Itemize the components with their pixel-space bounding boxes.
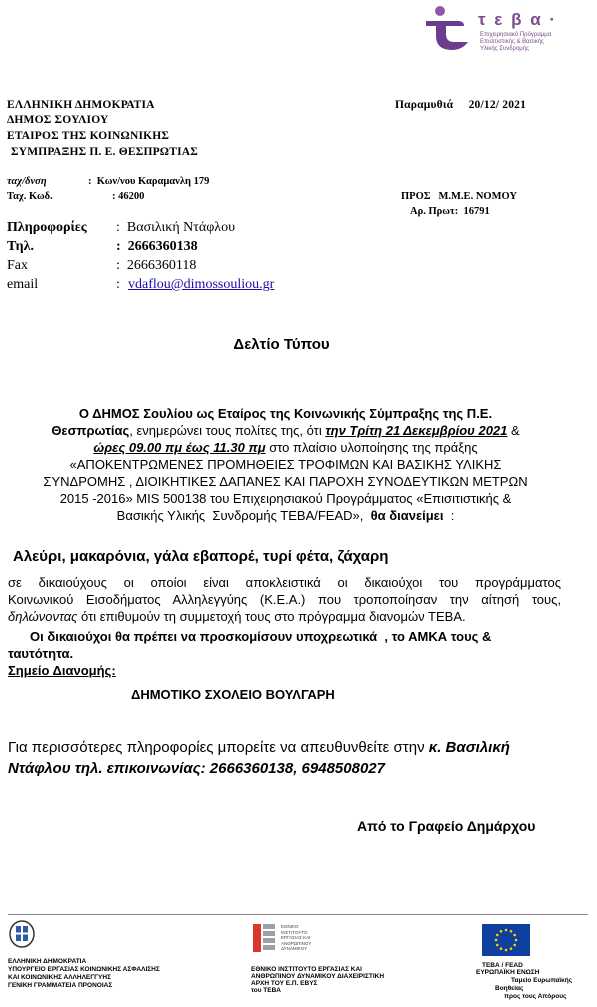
p1-region: Θεσπρωτίας	[51, 423, 130, 438]
location-value: ΔΗΜΟΤΙΚΟ ΣΧΟΛΕΙΟ ΒΟΥΛΓΑΡΗ	[131, 687, 335, 702]
zip-label: Ταχ. Κωδ.	[7, 191, 53, 202]
p1-line-2	[8, 422, 563, 439]
footer-mid-1: ΕΘΝΙΚΟ ΙΝΣΤΙΤΟΥΤΟ ΕΡΓΑΣΙΑΣ ΚΑΙ	[251, 966, 362, 973]
org-line-partner: ΕΤΑΙΡΟΣ ΤΗΣ ΚΟΙΝΩΝΙΚΗΣ	[7, 130, 170, 142]
more-info-line-2: Ντάφλου τηλ. επικοινωνίας: 2666360138, 6948508027	[8, 760, 385, 777]
p1-hours: ώρες 09.00 πμ έως 11.30 πμ	[93, 440, 266, 455]
eiead-caption	[281, 924, 311, 952]
paragraph-beneficiaries	[8, 574, 561, 625]
teba-logo-subtitle-1: Επιχειρησιακό Πρόγραμμα	[480, 32, 552, 38]
eiead-caption-2: ΙΝΣΤΙΤΟΥΤΟ	[281, 929, 308, 935]
email-colon: :	[116, 277, 120, 292]
fax-label: Fax	[7, 258, 28, 273]
footer-right-5: προς τους Απόρους	[504, 993, 567, 1000]
fax-value: : 2666360118	[116, 258, 197, 273]
page-title: Δελτίο Τύπου	[233, 336, 330, 353]
eu-flag-icon	[482, 924, 530, 956]
footer-left-1: ΕΛΛΗΝΙΚΗ ΔΗΜΟΚΡΑΤΙΑ	[8, 958, 87, 965]
p1-context: στο πλαίσιο υλοποίησης της πράξης	[265, 440, 478, 455]
requirements-line-1: Οι δικαιούχοι θα πρέπει να προσκομίσουν υποχρεωτικά , το ΑΜΚΑ τους &	[30, 629, 492, 644]
p1-line-3	[8, 439, 563, 456]
tel-label: Τηλ.	[7, 239, 34, 254]
greek-emblem-icon	[9, 920, 35, 948]
teba-logo	[422, 4, 592, 56]
eiead-caption-5: ΔΥΝΑΜΙΚΟΥ	[281, 946, 308, 951]
teba-logo-name: τ ε β α ·	[478, 10, 558, 29]
more-info-text: Για περισσότερες πληροφορίες μπορείτε να απευθυνθείτε στην	[8, 739, 429, 756]
teba-logo-subtitle-3: Υλικής Συνδρομής	[480, 46, 529, 52]
p2-line-3	[8, 608, 561, 625]
p1-line-4: «ΑΠΟΚΕΝΤΡΩΜΕΝΕΣ ΠΡΟΜΗΘΕΙΕΣ ΤΡΟΦΙΜΩΝ ΚΑΙ ΒΑΣΙΚΗΣ ΥΛΙΚΗΣ	[69, 457, 502, 472]
org-line-republic: ΕΛΛΗΝΙΚΗ ΔΗΜΟΚΡΑΤΙΑ	[7, 99, 155, 111]
more-info-line-1	[8, 739, 510, 756]
location-label: Σημείο Διανομής:	[8, 663, 116, 678]
footer-divider	[8, 914, 588, 915]
footer-left-2: ΥΠΟΥΡΓΕΙΟ ΕΡΓΑΣΙΑΣ ΚΟΙΝΩΝΙΚΗΣ ΑΣΦΑΛΙΣΗΣ	[8, 966, 160, 973]
place-date: Παραμυθιά 20/12/ 2021	[395, 99, 527, 111]
protocol-number: Αρ. Πρωτ: 16791	[410, 206, 490, 217]
footer-left-4: ΓΕΝΙΚΗ ΓΡΑΜΜΑΤΕΙΑ ΠΡΟΝΟΙΑΣ	[8, 982, 113, 989]
p1-line-7	[8, 507, 563, 524]
org-line-municipality: ΔΗΜΟΣ ΣΟΥΛΙΟΥ	[7, 114, 109, 126]
p1-date: την Τρίτη 21 Δεκεμβρίου 2021	[325, 423, 508, 438]
recipient: ΠΡΟΣ Μ.Μ.Ε. ΝΟΜΟΥ	[401, 191, 517, 202]
p1-inform: , ενημερώνει τους πολίτες της, ότι	[129, 423, 326, 438]
p1-text: Ο ΔΗΜΟΣ Σουλίου ως Εταίρος της Κοινωνικής Σύμπραξης της Π.Ε.	[78, 406, 493, 421]
zip-value: : 46200	[112, 191, 145, 202]
teba-logo-subtitle-2: Επισιτιστικής & Βασικής	[480, 39, 544, 45]
tel-value: : 2666360138	[116, 239, 198, 254]
p1-amp: &	[507, 423, 520, 438]
p1-colon: :	[443, 508, 455, 523]
p1-line-5: ΣΥΝΔΡΟΜΗΣ , ΔΙΟΙΚΗΤΙΚΕΣ ΔΑΠΑΝΕΣ ΚΑΙ ΠΑΡΟΧΗ ΣΥΝΟΔΕΥΤΙΚΩΝ ΜΕΤΡΩΝ	[43, 474, 528, 489]
footer-mid-3: ΑΡΧΗ ΤΟΥ Ε.Π. ΕΒΥΣ	[251, 980, 318, 987]
p2-declaring: δηλώνοντας	[8, 609, 78, 624]
requirements-line-2: ταυτότητα.	[8, 646, 74, 661]
footer-mid-2: ΑΝΘΡΩΠΙΝΟΥ ΔΥΝΑΜΙΚΟΥ ΔΙΑΧΕΙΡΙΣΤΙΚΗ	[251, 973, 385, 980]
p2-rest: ότι επιθυμούν τη συμμετοχή τους στο πρόγραμμα διανομών ΤΕΒΑ.	[77, 609, 466, 624]
p2-line-1: σε δικαιούχους οι οποίοι είναι αποκλειστικά οι δικαιούχοι του προγράμματος	[8, 575, 561, 590]
distribution-items: Αλεύρι, μακαρόνια, γάλα εβαπορέ, τυρί φέτα, ζάχαρη	[13, 548, 389, 565]
eiead-caption-4: ΑΝΘΡΩΠΙΝΟΥ	[281, 940, 312, 946]
p1-line-1	[8, 405, 563, 422]
teba-logo-icon	[422, 4, 472, 54]
address-label: ταχ/δνση	[7, 176, 47, 187]
p1-program: Βασικής Υλικής Συνδρομής ΤΕΒΑ/FEAD»,	[116, 508, 371, 523]
signoff: Από το Γραφείο Δημάρχου	[357, 818, 536, 834]
footer-right-1: ΤΕΒΑ / FEAD	[482, 962, 523, 969]
paragraph-announcement	[8, 405, 563, 524]
eiead-logo-icon	[251, 922, 277, 954]
footer-mid-4: του ΤΕΒΑ	[251, 987, 281, 994]
info-value: : Βασιλική Ντάφλου	[116, 220, 236, 235]
address-value: : Κων/νου Καραμανλη 179	[88, 176, 210, 187]
org-line-partnership: ΣΥΜΠΡΑΞΗΣ Π. Ε. ΘΕΣΠΡΩΤΙΑΣ	[11, 146, 198, 158]
info-label: Πληροφορίες	[7, 220, 87, 235]
eiead-caption-3: ΕΡΓΑΣΙΑΣ ΚΑΙ	[281, 935, 311, 940]
email-label: email	[7, 277, 39, 292]
p1-distribute: θα διανείμει	[370, 508, 444, 523]
footer-right-3: Ταμείο Ευρωπαϊκής	[511, 977, 573, 984]
eiead-caption-1: ΕΘΝΙΚΟ	[281, 924, 299, 929]
footer-right-4: Βοηθείας	[495, 985, 524, 992]
email-link[interactable]: vdaflou@dimossouliou.gr	[128, 277, 275, 292]
p2-line-2: Κοινωνικού Εισοδήματος Αλληλεγγύης (Κ.Ε.Α.) που τροποποίησαν την αίτησή τους,	[8, 592, 561, 607]
more-info-contact-name: κ. Βασιλική	[428, 739, 510, 756]
p1-line-6: 2015 -2016» MIS 500138 του Επιχειρησιακού Προγράμματος «Επισιτιστικής &	[59, 491, 512, 506]
footer-left-3: ΚΑΙ ΚΟΙΝΩΝΙΚΗΣ ΑΛΛΗΛΕΓΓΥΗΣ	[8, 974, 111, 981]
footer-right-2: ΕΥΡΩΠΑΪΚΗ ΕΝΩΣΗ	[476, 969, 540, 976]
